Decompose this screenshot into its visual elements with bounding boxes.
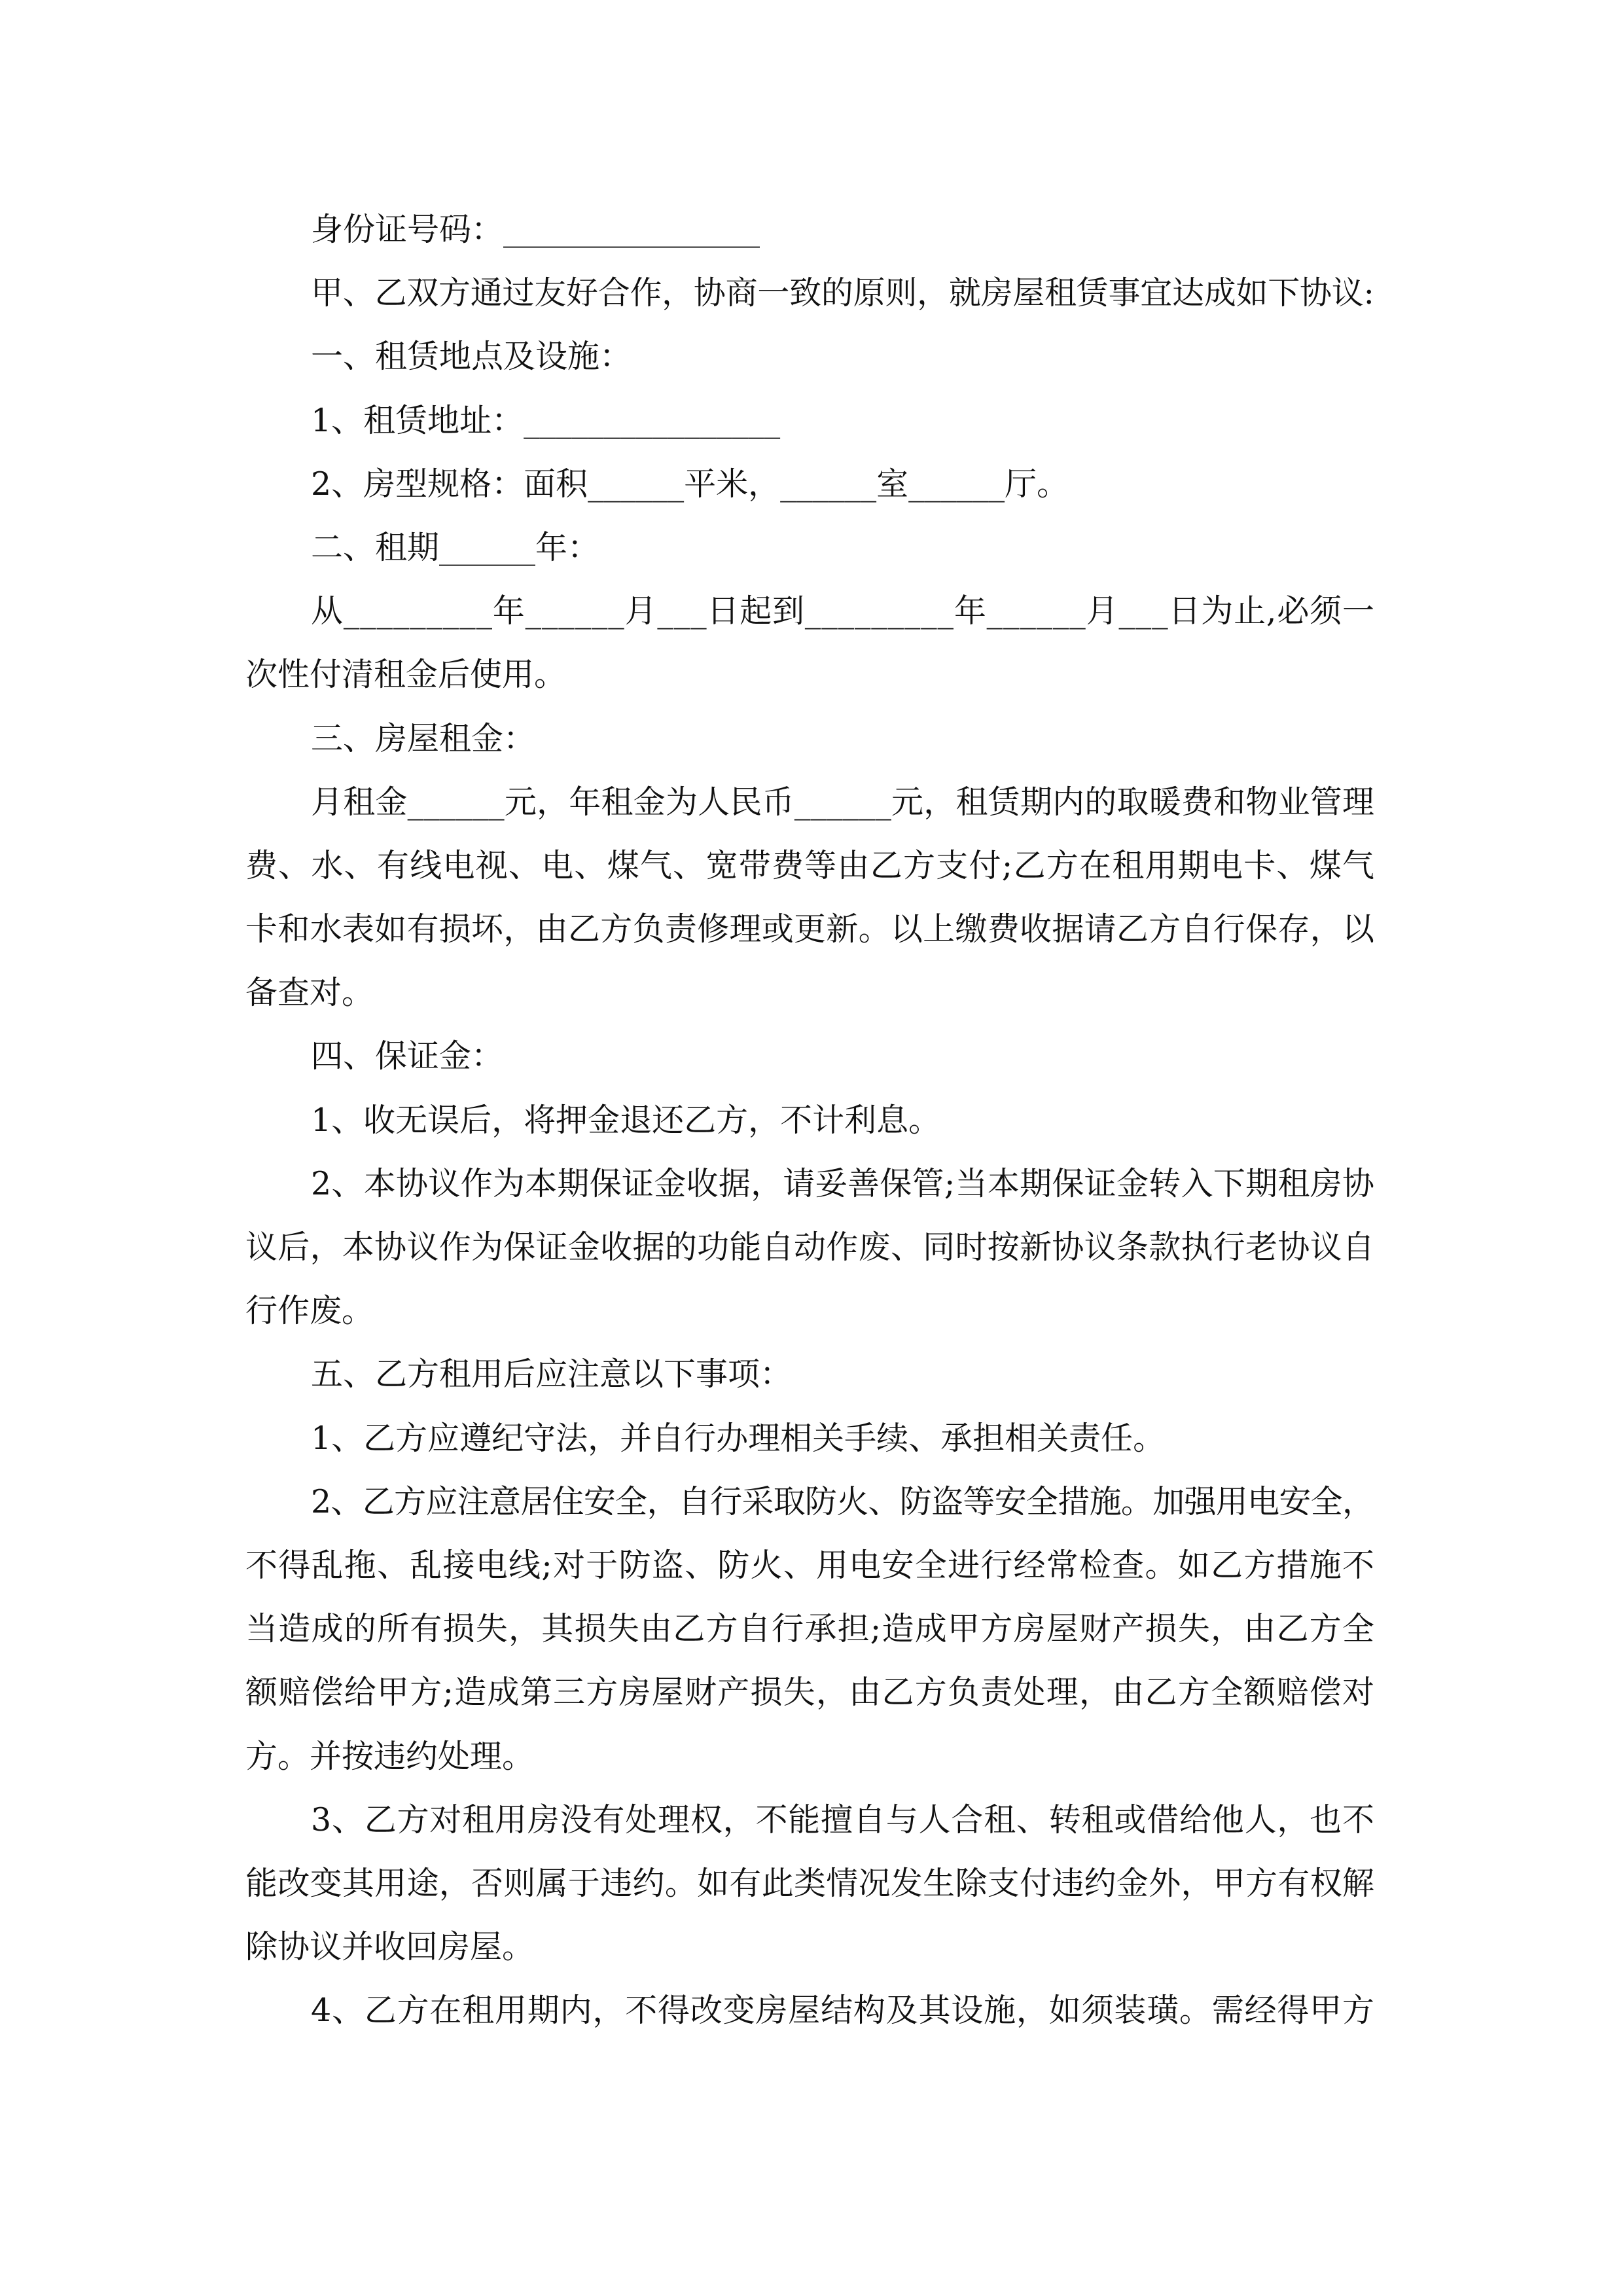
text-line-row [245,1725,1374,1788]
text-line: 从_________年______月___日起到_________年______月___日为止,必须一 [311,592,1375,630]
text-line-row [245,1660,1374,1724]
text-line-row [245,897,1374,961]
text-line-row [245,261,1374,325]
text-line: 五、乙方租用后应注意以下事项： [311,1355,793,1393]
text-line: 2、乙方应注意居住安全，自行采取防火、防盗等安全措施。加强用电安全， [311,1482,1374,1520]
text-line: 1、租赁地址：________________ [311,401,781,439]
document-body [245,198,1374,2042]
text-line: 费、水、有线电视、电、煤气、宽带费等由乙方支付;乙方在租用期电卡、煤气 [245,846,1376,884]
text-line: 当造成的所有损失，其损失由乙方自行承担;造成甲方房屋财产损失，由乙方全 [245,1610,1376,1648]
text-line: 甲、乙双方通过友好合作，协商一致的原则，就房屋租赁事宜达成如下协议: [311,274,1374,312]
text-line-row [245,834,1374,897]
text-line: 1、乙方应遵纪守法，并自行办理相关手续、承担相关责任。 [311,1419,1166,1457]
text-line-row [245,325,1374,388]
text-line: 能改变其用途，否则属于违约。如有此类情况发生除支付违约金外，甲方有权解 [245,1864,1375,1902]
text-line: 方。并按违约处理。 [245,1737,535,1775]
text-line: 2、本协议作为本期保证金收据，请妥善保管;当本期保证金转入下期租房协 [311,1164,1375,1202]
text-line-row [245,1470,1374,1534]
text-line-row [245,1342,1374,1406]
text-line-row [245,1279,1374,1342]
text-line-row [245,389,1374,452]
text-line: 除协议并收回房屋。 [245,1928,535,1966]
text-line-row [245,643,1374,706]
text-line-row [245,1915,1374,1979]
text-line-row [245,1088,1374,1152]
text-line: 身份证号码：________________ [311,211,760,248]
text-line: 额赔偿给甲方;造成第三方房屋财产损失，由乙方负责处理，由乙方全额赔偿对 [245,1674,1376,1712]
text-line-row [245,1152,1374,1215]
text-line: 二、租期______年： [311,528,600,566]
text-line: 行作废。 [245,1292,374,1330]
text-line: 三、房屋租金： [311,719,536,757]
text-line-row [245,770,1374,834]
text-line: 四、保证金： [311,1037,504,1075]
text-line: 次性付清租金后使用。 [245,656,567,694]
text-line: 议后，本协议作为保证金收据的功能自动作废、同时按新协议条款执行老协议自 [245,1229,1375,1266]
text-line-row [245,1597,1374,1660]
text-line-row [245,579,1374,643]
text-line-row [245,1852,1374,1915]
text-line: 一、租赁地点及设施： [311,338,632,376]
text-line: 月租金______元，年租金为人民币______元，租赁期内的取暖费和物业管理 [311,783,1375,821]
text-line-row [245,707,1374,770]
text-line: 卡和水表如有损坏，由乙方负责修理或更新。以上缴费收据请乙方自行保存，以 [245,910,1375,948]
text-line: 备查对。 [245,974,374,1012]
text-line-row [245,961,1374,1024]
text-line-row [245,1024,1374,1088]
text-line-row [245,1979,1374,2042]
text-line: 2、房型规格：面积______平米，______室______厅。 [311,465,1069,503]
text-line-row [245,452,1374,516]
text-line: 不得乱拖、乱接电线;对于防盗、防火、用电安全进行经常检查。如乙方措施不 [245,1546,1376,1584]
text-line: 4、乙方在租用期内，不得改变房屋结构及其设施，如须装璜。需经得甲方 [311,1992,1375,2030]
text-line-row [245,1788,1374,1852]
text-line-row [245,1407,1374,1470]
text-line-row [245,1534,1374,1597]
text-line-row [245,1215,1374,1279]
text-line: 1、收无误后，将押金退还乙方，不计利息。 [311,1101,941,1139]
text-line: 3、乙方对租用房没有处理权，不能擅自与人合租、转租或借给他人，也不 [311,1801,1375,1839]
text-line-row [245,198,1374,261]
text-line-row [245,516,1374,579]
